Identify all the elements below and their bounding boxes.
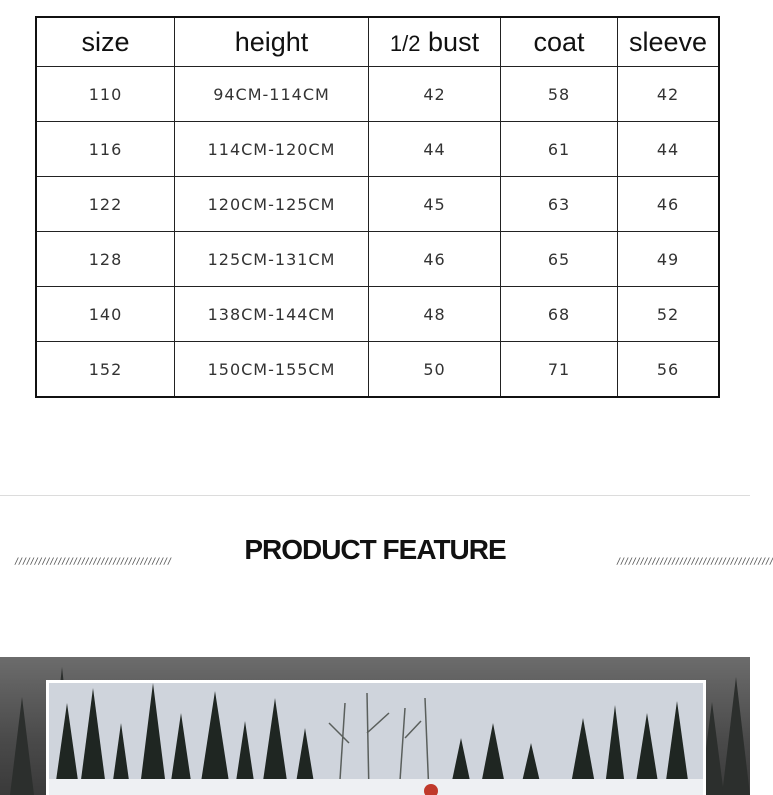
cell-height: 138CM-144CM — [175, 287, 369, 342]
cell-size: 122 — [36, 177, 175, 232]
cell-half-bust: 45 — [369, 177, 501, 232]
cell-half-bust: 42 — [369, 67, 501, 122]
cell-coat: 61 — [501, 122, 618, 177]
table-row — [36, 287, 719, 342]
snow-forest-illustration — [49, 683, 703, 795]
cell-half-bust: 44 — [369, 122, 501, 177]
cell-size: 140 — [36, 287, 175, 342]
header-size: size — [36, 17, 175, 67]
cell-sleeve: 44 — [618, 122, 720, 177]
decorative-slashes-left: //////////////////////////////////////// — [14, 557, 171, 567]
header-half-bust — [369, 17, 501, 67]
cell-sleeve: 49 — [618, 232, 720, 287]
cell-size: 128 — [36, 232, 175, 287]
cell-half-bust: 50 — [369, 342, 501, 398]
header-half-label: 1/2 — [389, 30, 421, 56]
table-row — [36, 342, 719, 398]
cell-height: 120CM-125CM — [175, 177, 369, 232]
cell-height: 150CM-155CM — [175, 342, 369, 398]
product-photo — [46, 680, 706, 795]
section-divider — [0, 495, 750, 496]
product-feature-heading: PRODUCT FEATURE — [244, 534, 506, 565]
cell-coat: 65 — [501, 232, 618, 287]
header-coat: coat — [501, 17, 618, 67]
cell-size: 116 — [36, 122, 175, 177]
decorative-slashes-right: //////////////////////////////////////// — [616, 557, 773, 567]
size-chart-header-row — [36, 17, 719, 67]
cell-size: 110 — [36, 67, 175, 122]
header-sleeve: sleeve — [618, 17, 720, 67]
cell-height: 114CM-120CM — [175, 122, 369, 177]
cell-half-bust: 46 — [369, 232, 501, 287]
table-row — [36, 67, 719, 122]
cell-coat: 58 — [501, 67, 618, 122]
cell-size: 152 — [36, 342, 175, 398]
table-row — [36, 122, 719, 177]
cell-half-bust: 48 — [369, 287, 501, 342]
cell-coat: 68 — [501, 287, 618, 342]
cell-coat: 63 — [501, 177, 618, 232]
table-row — [36, 177, 719, 232]
cell-sleeve: 46 — [618, 177, 720, 232]
table-row — [36, 232, 719, 287]
header-bust-label: bust — [428, 26, 480, 57]
size-chart-table — [35, 16, 720, 398]
cell-height: 125CM-131CM — [175, 232, 369, 287]
cell-sleeve: 52 — [618, 287, 720, 342]
header-height: height — [175, 17, 369, 67]
cell-coat: 71 — [501, 342, 618, 398]
cell-sleeve: 56 — [618, 342, 720, 398]
cell-height: 94CM-114CM — [175, 67, 369, 122]
cell-sleeve: 42 — [618, 67, 720, 122]
